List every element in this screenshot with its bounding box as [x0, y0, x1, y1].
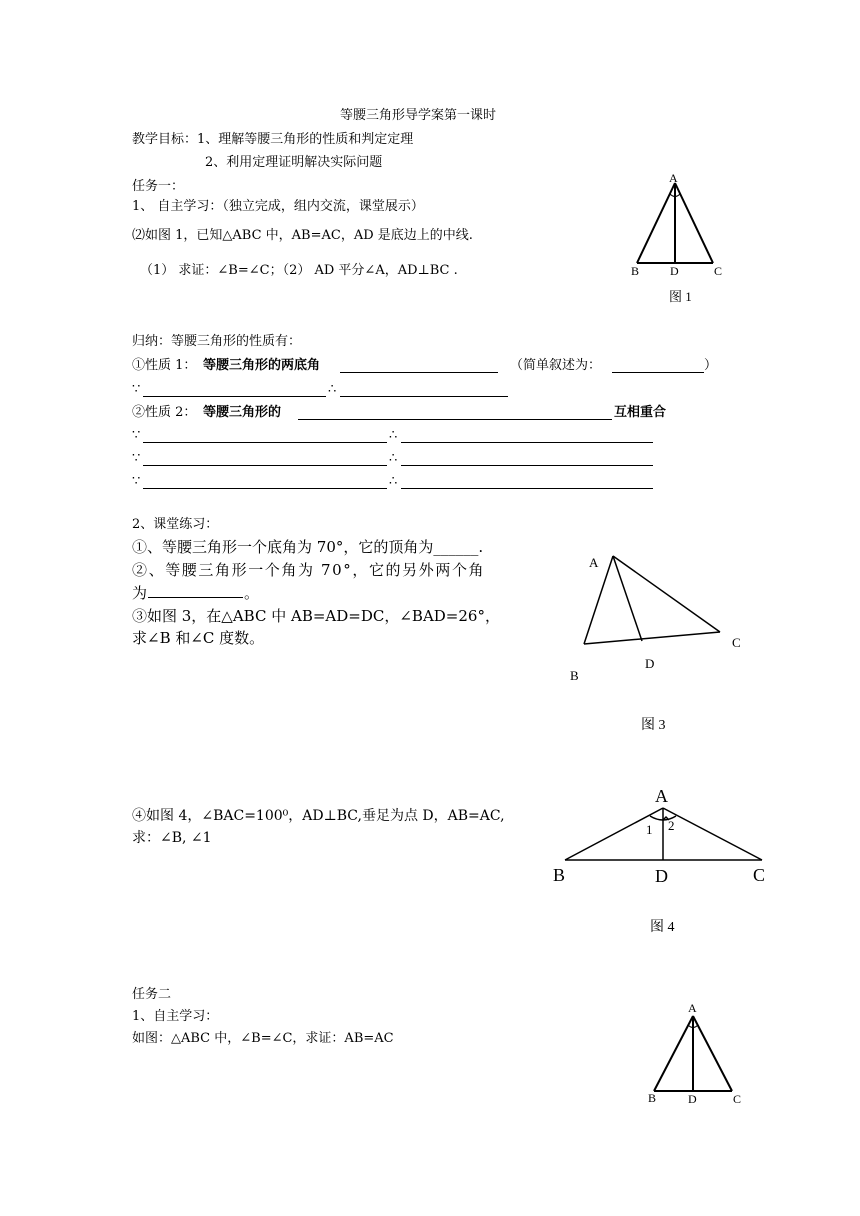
because-blank[interactable]	[143, 396, 326, 397]
practice-q4-line1: ④如图 4，∠BAC=100⁰，AD⊥BC,垂足为点 D，AB=AC,	[132, 808, 505, 824]
property1-brief-blank[interactable]	[612, 372, 704, 373]
practice-q1: ①、等腰三角形一个底角为 70°，它的顶角为______.	[132, 538, 484, 556]
fig5-label-b: B	[648, 1091, 657, 1105]
because-symbol: ∵	[132, 428, 141, 443]
task2-self-study: 1、自主学习：	[132, 1009, 219, 1024]
goals-line-2: 2、利用定理证明解决实际问题	[205, 155, 383, 170]
fig4-angle-2: 2	[668, 818, 675, 833]
therefore-symbol: ∴	[389, 451, 398, 466]
fig4-caption: 图 4	[650, 920, 675, 935]
property1-brief: （简单叙述为：	[510, 358, 602, 373]
therefore-symbol: ∴	[389, 428, 398, 443]
therefore-symbol: ∴	[328, 382, 337, 397]
property1-blank[interactable]	[340, 372, 498, 373]
because-symbol: ∵	[132, 382, 141, 397]
therefore-blank[interactable]	[340, 396, 508, 397]
property2-text: 等腰三角形的	[203, 405, 282, 420]
therefore-blank[interactable]	[401, 465, 653, 466]
fig3-label-b: B	[570, 668, 579, 683]
summary-heading: 归纳：等腰三角形的性质有：	[132, 334, 302, 349]
task1-problem: ⑵如图 1，已知△ABC 中，AB=AC，AD 是底边上的中线.	[132, 228, 473, 243]
page-title: 等腰三角形导学案第一课时	[340, 108, 497, 123]
fig4-label-b: B	[553, 865, 566, 885]
therefore-symbol: ∴	[389, 474, 398, 489]
fig1-label-d: D	[670, 264, 679, 278]
fig1-caption: 图 1	[669, 289, 692, 304]
property2-label: ②性质 2：	[132, 405, 197, 420]
therefore-blank[interactable]	[401, 488, 653, 489]
fig5-label-c: C	[733, 1092, 742, 1106]
practice-q4-line2: 求：∠B, ∠1	[132, 830, 212, 846]
property1-text: 等腰三角形的两底角	[203, 358, 321, 373]
figure-4	[550, 780, 780, 940]
practice-q3-line2: 求∠B 和∠C 度数。	[132, 629, 265, 647]
practice-q2-line2-prefix: 为	[132, 584, 148, 602]
fig4-label-a: A	[655, 786, 668, 806]
practice-q2-line1: ②、等腰三角形一个角为 70°，它的另外两个角	[132, 561, 486, 579]
goals-line-1: 教学目标：1、理解等腰三角形的性质和判定定理	[132, 132, 414, 147]
task1-self-study: 1、 自主学习：（独立完成，组内交流，课堂展示）	[132, 199, 424, 214]
task2-heading: 任务二	[132, 987, 172, 1002]
because-symbol: ∵	[132, 474, 141, 489]
property1-close: ）	[704, 358, 718, 373]
because-blank[interactable]	[143, 488, 387, 489]
because-blank[interactable]	[143, 442, 387, 443]
figure-5	[640, 996, 750, 1111]
fig3-label-c: C	[732, 635, 741, 650]
task1-heading: 任务一：	[132, 179, 185, 194]
property2-tail: 互相重合	[614, 405, 667, 420]
task2-problem: 如图：△ABC 中，∠B=∠C，求证：AB=AC	[132, 1031, 394, 1046]
figure-1	[625, 168, 735, 313]
because-blank[interactable]	[143, 465, 387, 466]
fig3-label-a: A	[589, 555, 599, 570]
fig3-caption: 图 3	[641, 718, 666, 733]
fig4-label-c: C	[753, 865, 766, 885]
practice-q2-end: 。	[244, 584, 260, 602]
fig4-label-d: D	[655, 866, 668, 886]
figure-3	[560, 550, 760, 740]
fig5-label-d: D	[688, 1092, 697, 1106]
fig4-angle-1: 1	[646, 822, 653, 837]
fig5-label-a: A	[688, 1001, 697, 1015]
practice-heading: 2、课堂练习：	[132, 517, 219, 532]
practice-q3-line1: ③如图 3，在△ABC 中 AB=AD=DC，∠BAD=26°，	[132, 607, 500, 625]
therefore-blank[interactable]	[401, 442, 653, 443]
because-symbol: ∵	[132, 451, 141, 466]
fig3-label-d: D	[645, 656, 655, 671]
fig1-label-c: C	[714, 264, 723, 278]
property2-blank[interactable]	[298, 419, 612, 420]
property1-label: ①性质 1：	[132, 358, 197, 373]
practice-q2-blank[interactable]	[148, 597, 243, 598]
fig1-label-b: B	[631, 264, 640, 278]
fig1-label-a: A	[669, 171, 678, 185]
task1-prove: （1） 求证：∠B=∠C；（2） AD 平分∠A，AD⊥BC .	[140, 263, 458, 278]
